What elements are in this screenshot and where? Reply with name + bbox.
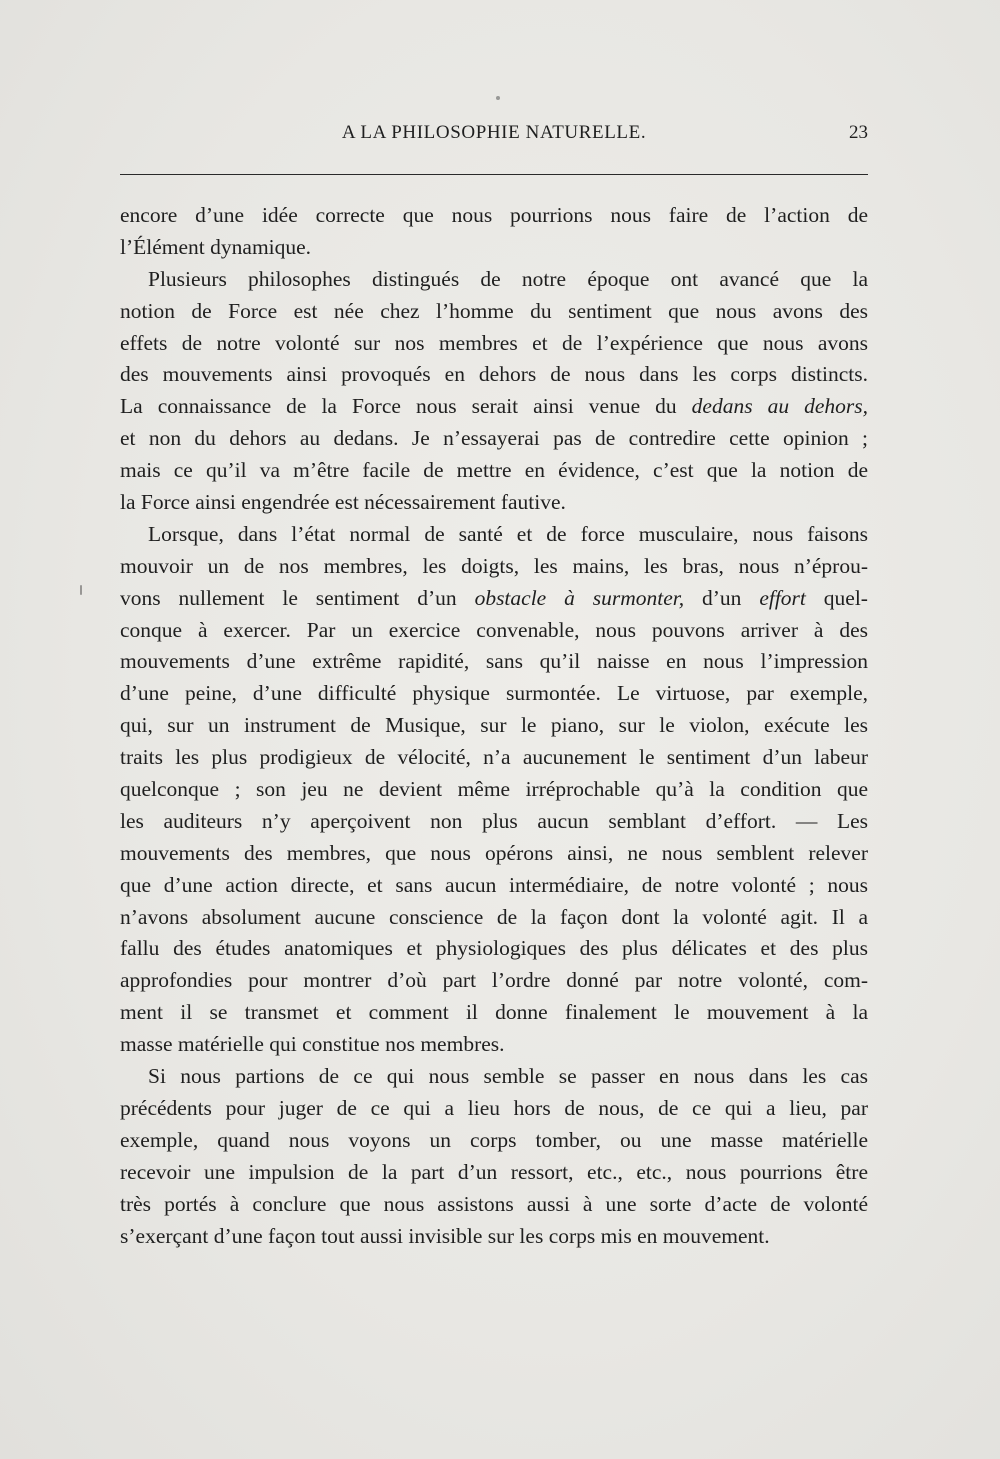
text-line <box>120 1221 868 1253</box>
italic-text: obstacle à surmonter, <box>474 585 685 610</box>
text-run: l’Élément dynamique. <box>120 234 312 259</box>
text-line <box>120 806 868 838</box>
text-run: effets de notre volonté sur nos membres et de l’expérience que nous avons <box>120 330 868 355</box>
text-line <box>120 1093 868 1125</box>
text-line <box>120 710 868 742</box>
text-run: Lorsque, dans l’état normal de santé et de force musculaire, nous faisons <box>148 521 868 546</box>
text-run: d’une peine, d’une difficulté physique surmontée. Le virtuose, par exemple, <box>120 681 868 706</box>
text-line <box>120 328 868 360</box>
print-speck <box>80 585 82 595</box>
text-line <box>120 200 868 232</box>
text-run: exemple, quand nous voyons un corps tomber, ou une masse matérielle <box>120 1127 868 1152</box>
text-run: masse matérielle qui constitue nos membres. <box>120 1032 505 1057</box>
print-speck <box>496 96 500 100</box>
text-run: ment il se transmet et comment il donne finalement le mouvement à la <box>120 1000 868 1025</box>
page-number: 23 <box>849 122 868 143</box>
text-run: mouvoir un de nos membres, les doigts, les mains, les bras, nous n’éprou- <box>120 553 868 578</box>
text-line <box>120 1029 868 1061</box>
text-run: quelconque ; son jeu ne devient même irréprochable qu’à la condition que <box>120 777 868 802</box>
text-run: les auditeurs n’y aperçoivent non plus aucun semblant d’effort. — Les <box>120 808 868 833</box>
text-run: conque à exercer. Par un exercice convenable, nous pouvons arriver à des <box>120 617 868 642</box>
text-run: d’un <box>684 585 760 610</box>
text-line <box>120 838 868 870</box>
text-line <box>120 1125 868 1157</box>
text-run: mouvements d’une extrême rapidité, sans qu’il naisse en nous l’impression <box>120 649 868 674</box>
text-line <box>120 519 868 551</box>
text-line <box>120 646 868 678</box>
text-line <box>120 615 868 647</box>
page-header <box>120 122 868 154</box>
text-line <box>120 423 868 455</box>
paragraph <box>120 519 868 1061</box>
text-line <box>120 870 868 902</box>
text-run: s’exerçant d’une façon tout aussi invisible sur les corps mis en mouvement. <box>120 1223 770 1248</box>
text-run: Si nous partions de ce qui nous semble se passer en nous dans les cas <box>148 1064 868 1089</box>
text-run: mais ce qu’il va m’être facile de mettre en évidence, c’est que la notion de <box>120 458 868 483</box>
running-title: A LA PHILOSOPHIE NATURELLE. <box>341 122 647 143</box>
text-run: vons nullement le sentiment d’un <box>120 585 475 610</box>
text-line <box>120 232 868 264</box>
text-line <box>120 551 868 583</box>
text-line <box>120 1189 868 1221</box>
text-run: quel- <box>805 585 868 610</box>
text-line <box>120 391 868 423</box>
text-run: fallu des études anatomiques et physiologiques des plus délicates et des plus <box>120 936 868 961</box>
text-line <box>120 1061 868 1093</box>
text-run: que d’une action directe, et sans aucun intermédiaire, de notre volonté ; nous <box>120 872 868 897</box>
text-run: Plusieurs philosophes distingués de notre époque ont avancé que la <box>148 266 868 291</box>
text-run: encore d’une idée correcte que nous pourrions nous faire de l’action de <box>120 203 868 227</box>
text-line <box>120 296 868 328</box>
text-line <box>120 774 868 806</box>
italic-text: dedans au dehors, <box>691 394 869 419</box>
italic-text: effort <box>759 585 806 610</box>
text-line <box>120 455 868 487</box>
paragraph <box>120 1061 868 1252</box>
text-line <box>120 742 868 774</box>
paragraph <box>120 200 868 264</box>
text-run: précédents pour juger de ce qui a lieu hors de nous, de ce qui a lieu, par <box>120 1095 868 1120</box>
body-text <box>120 200 868 1252</box>
text-line <box>120 678 868 710</box>
header-rule <box>120 174 868 175</box>
text-line <box>120 933 868 965</box>
text-line <box>120 583 868 615</box>
text-line <box>120 1157 868 1189</box>
text-line <box>120 997 868 1029</box>
text-run: qui, sur un instrument de Musique, sur le piano, sur le violon, exécute les <box>120 713 868 738</box>
text-run: recevoir une impulsion de la part d’un ressort, etc., etc., nous pourrions être <box>120 1159 868 1184</box>
text-run: La connaissance de la Force nous serait ainsi venue du <box>120 394 692 419</box>
text-run: traits les plus prodigieux de vélocité, n’a aucunement le sentiment d’un labeur <box>120 745 868 770</box>
text-run: et non du dehors au dedans. Je n’essayerai pas de contredire cette opinion ; <box>120 426 868 451</box>
text-run: notion de Force est née chez l’homme du sentiment que nous avons des <box>120 298 868 323</box>
text-run: n’avons absolument aucune conscience de la façon dont la volonté agit. Il a <box>120 904 868 929</box>
text-run: mouvements des membres, que nous opérons ainsi, ne nous semblent relever <box>120 840 868 865</box>
paragraph <box>120 264 868 519</box>
text-run: très portés à conclure que nous assistons aussi à une sorte d’acte de volonté <box>120 1191 868 1216</box>
text-run: la Force ainsi engendrée est nécessairement fautive. <box>120 490 566 515</box>
text-line <box>120 487 868 519</box>
text-line <box>120 359 868 391</box>
text-run: des mouvements ainsi provoqués en dehors de nous dans les corps distincts. <box>120 362 868 387</box>
text-line <box>120 264 868 296</box>
text-line <box>120 902 868 934</box>
text-run: approfondies pour montrer d’où part l’ordre donné par notre volonté, com- <box>120 968 868 993</box>
text-line <box>120 965 868 997</box>
